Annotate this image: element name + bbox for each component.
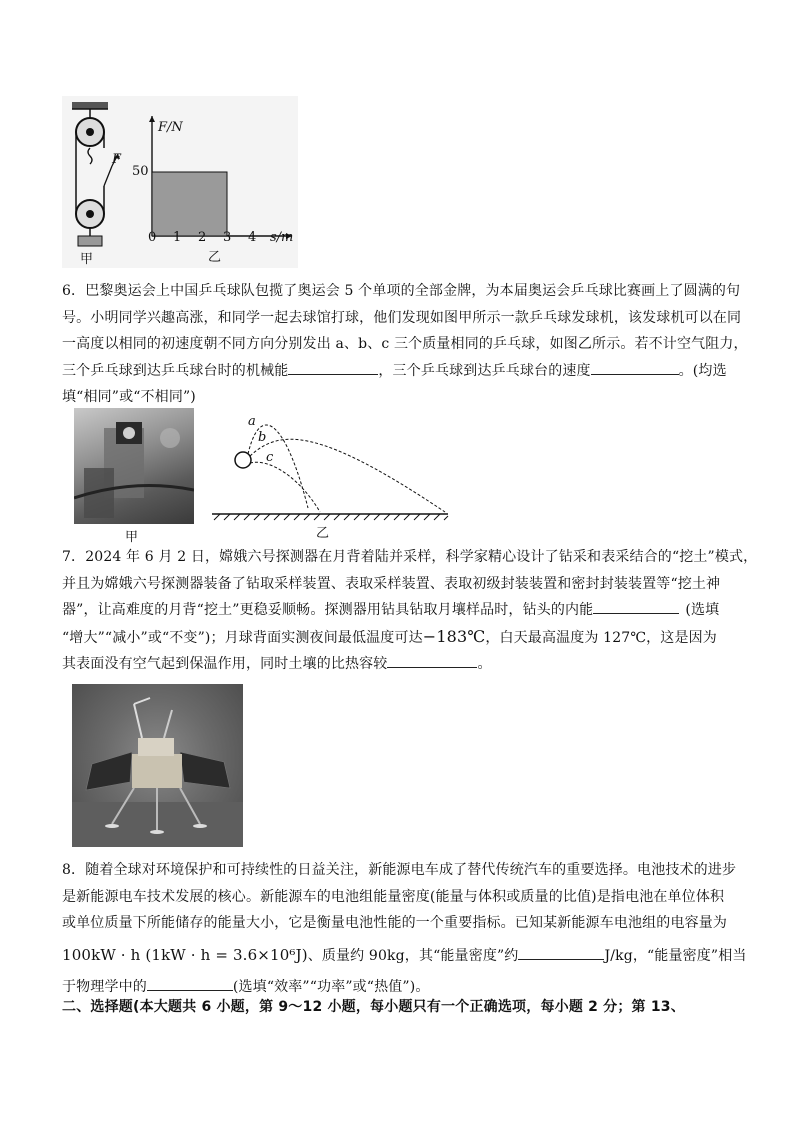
q8-text: J/kg，“能量密度”相当: [604, 947, 747, 964]
label-jia: 甲: [80, 252, 94, 267]
q6-line-4: [62, 358, 742, 385]
y-tick-label: 50: [132, 164, 149, 179]
q8-line-4: [62, 937, 747, 974]
question-8: [62, 857, 747, 1000]
change-6-lander-photo: [72, 684, 243, 847]
answer-blank-internal-energy[interactable]: [593, 599, 679, 614]
q6-line-2: 号。小明同学兴趣高涨，和同学一起去球馆打球，他们发现如图甲所示一款乒乓球发球机，该发球机可以在同: [62, 309, 742, 326]
q6-text: 。(均选: [678, 362, 727, 379]
answer-blank-specific-heat[interactable]: [387, 653, 477, 668]
question-6: [62, 278, 748, 411]
q7-line-3: [62, 597, 742, 624]
trajectory-label-c: c: [266, 450, 274, 465]
q7-line-2: 并且为嫦娥六号探测器装备了钻取采样装置、表取采样装置、表取初级封装装置和密封封装装置等“挖土神: [62, 575, 721, 592]
answer-blank-physics-quantity[interactable]: [147, 976, 233, 991]
q6-line-3: 一高度以相同的初速度朝不同方向分别发出 a、b、c 三个质量相同的乒乓球，如图乙所示。若不计空气阻力，: [62, 336, 748, 352]
trajectory-label-b: b: [258, 430, 267, 445]
q6-line-1: 6．巴黎奥运会上中国乒乓球队包揽了奥运会 5 个单项的全部金牌，为本届奥运会乒乓球比赛画上了圆满的句: [62, 283, 741, 299]
y-axis-label: F/N: [158, 120, 183, 135]
answer-blank-energy-density[interactable]: [518, 945, 604, 960]
q8-formula: 100kW · h (1kW · h = 3.6×10⁶J): [62, 945, 308, 964]
q7-text: (选填: [685, 602, 720, 618]
force-area: [152, 172, 227, 236]
x-axis-label: s/m: [270, 230, 294, 245]
q8-line-2: 是新能源电车技术发展的核心。新能源车的电池组能量密度(能量与体积或质量的比值)是指电池在单位体积: [62, 888, 725, 905]
q7-text: 其表面没有空气起到保温作用，同时土壤的比热容较: [62, 656, 388, 672]
q6-line-5: 填“相同”或“不相同”): [62, 389, 196, 405]
q8-text: 、质量约 90kg，其“能量密度”约: [307, 947, 519, 964]
q6-text: 三个乒乓球到达乒乓球台时的机械能: [62, 362, 289, 379]
q8-line-3: 或单位质量下所能储存的能量大小，它是衡量电池性能的一个重要指标。已知某新能源车电池组的电容量为: [62, 915, 728, 931]
ball-launcher-photo: [74, 408, 194, 524]
q7-line-1: 7．2024 年 6 月 2 日，嫦娥六号探测器在月背着陆并采样，科学家精心设计了钻采和表采结合的“挖土”模式，: [62, 549, 758, 565]
answer-blank-mechanical-energy[interactable]: [288, 360, 378, 375]
answer-blank-speed[interactable]: [591, 360, 679, 375]
x-tick-4: 4: [248, 230, 257, 245]
q7-line-5: [62, 651, 742, 678]
q8-line-1: 8．随着全球对环境保护和可持续性的日益关注，新能源电车成了替代传统汽车的重要选择。电池技术的进步: [62, 862, 737, 878]
q7-line-4: [62, 624, 742, 652]
trajectory-caption-yi: 乙: [316, 526, 330, 541]
x-tick-3: 3: [223, 230, 232, 245]
chart-area: [152, 172, 227, 236]
trajectory-label-a: a: [248, 414, 256, 429]
label-yi: 乙: [208, 250, 222, 265]
q7-text: ，白天最高温度为 127℃，这是因为: [485, 629, 717, 646]
q7-temperature: −183℃: [422, 626, 486, 646]
x-tick-2: 2: [198, 230, 207, 245]
q6-text: ，三个乒乓球到达乒乓球台的速度: [378, 362, 591, 379]
figure-q5: [62, 96, 298, 268]
label-F-force: F: [112, 152, 122, 167]
x-tick-0: 0: [148, 230, 157, 245]
question-7: [62, 544, 758, 678]
q7-text: 。: [477, 656, 492, 672]
q8-text: 于物理学中的: [62, 978, 147, 995]
q7-text: 器”，让高难度的月背“挖土”更稳妥顺畅。探测器用钻具钻取月壤样品时，钻头的内能: [62, 602, 594, 618]
trajectory-diagram: [210, 408, 450, 541]
section-2-heading: 二、选择题(本大题共 6 小题，第 9～12 小题，每小题只有一个正确选项，每小题 2 分；第 13、: [62, 999, 685, 1015]
q7-text: “增大”“减小”或“不变”)；月球背面实测夜间最低温度可达: [62, 629, 423, 646]
q8-text: (选填“效率”“功率”或“热值”)。: [232, 978, 430, 995]
x-tick-1: 1: [173, 230, 182, 245]
photo-caption-jia: 甲: [125, 530, 139, 545]
